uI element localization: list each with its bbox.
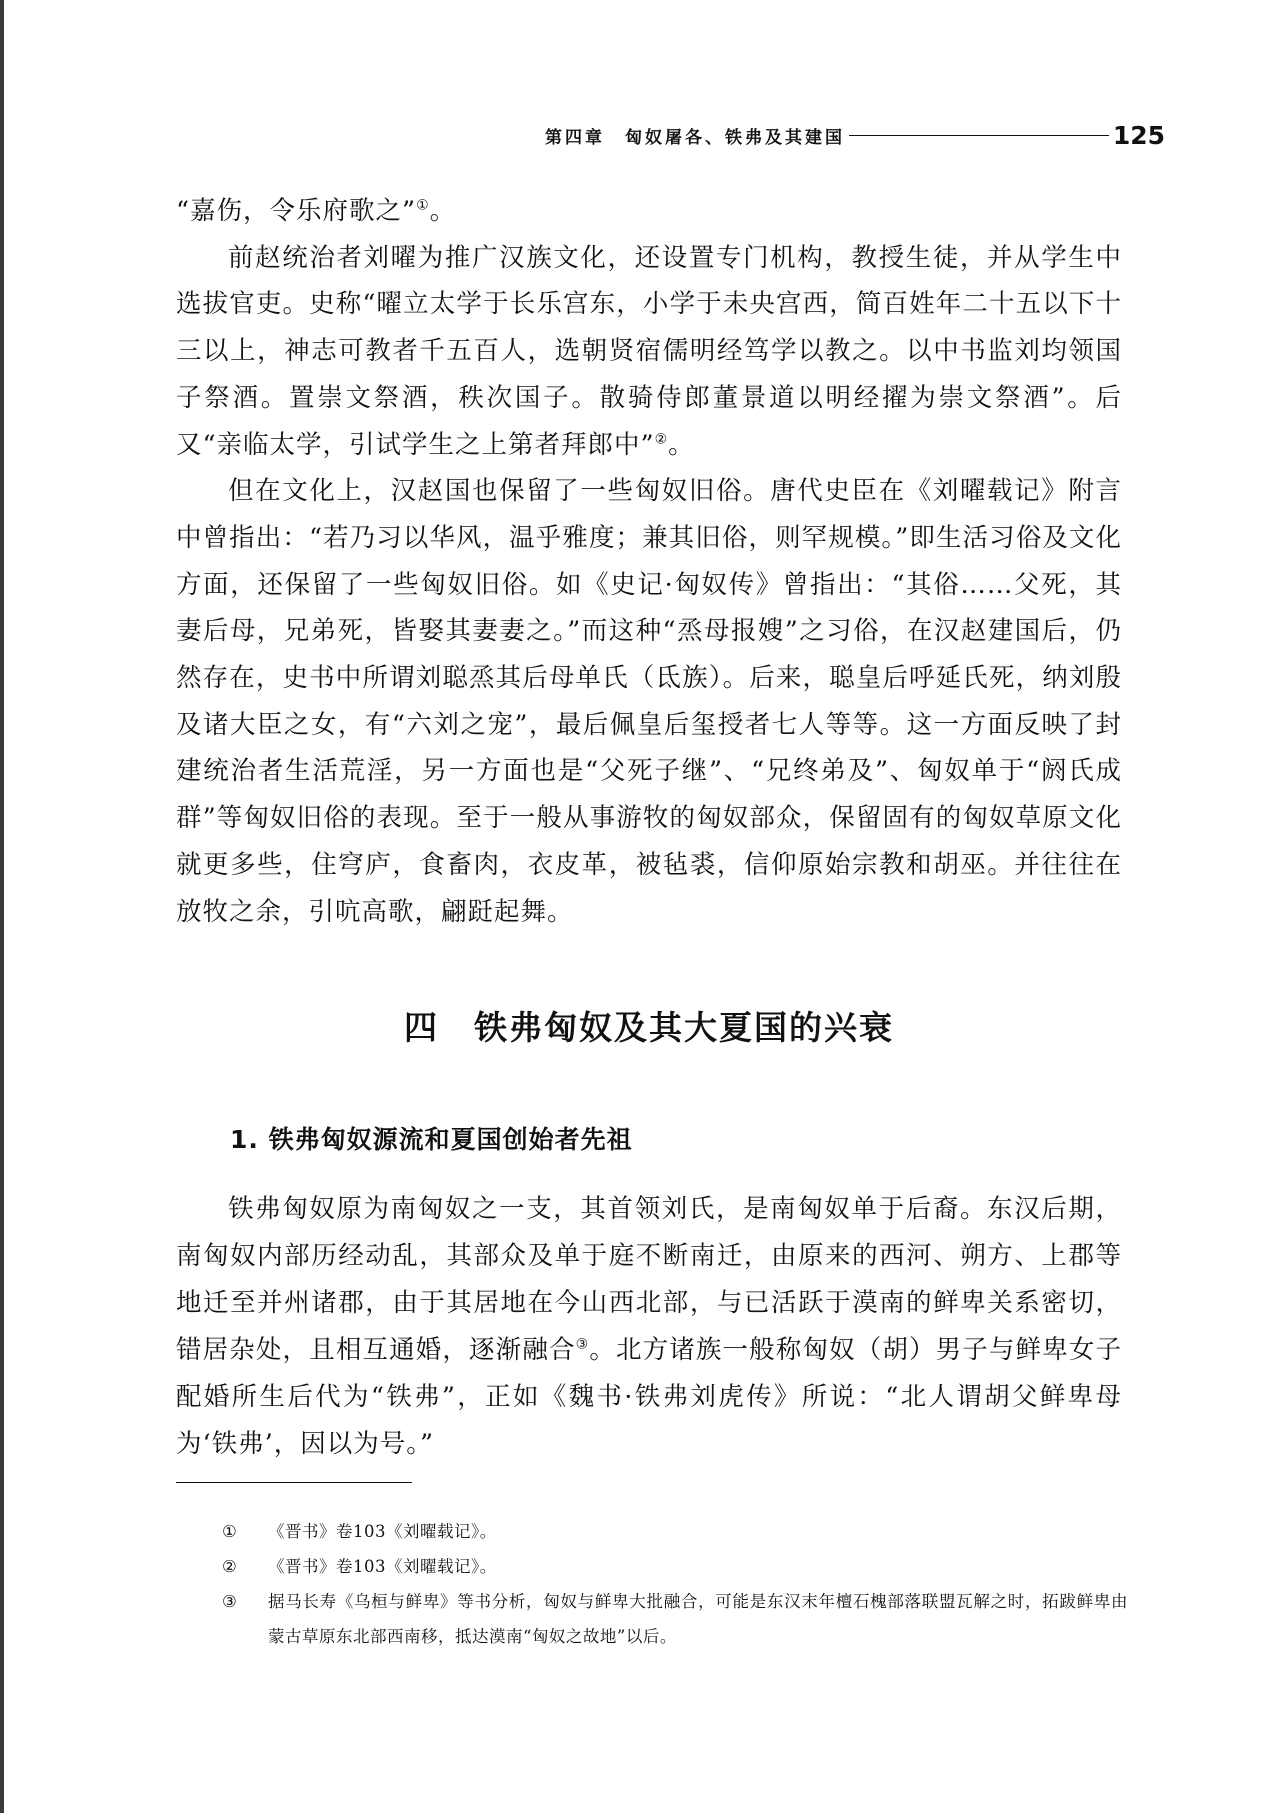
section-heading: 四 铁弗匈奴及其大夏国的兴衰 bbox=[404, 1008, 894, 1047]
footnote bbox=[222, 1514, 1128, 1549]
footnote-mark: ① bbox=[222, 1522, 237, 1541]
running-head-rule bbox=[849, 135, 1109, 136]
paragraph: “嘉伤，令乐府歌之”①。 bbox=[176, 196, 457, 226]
paragraph: 但在文化上，汉赵国也保留了一些匈奴旧俗。唐代史臣在《刘曜载记》附言中曾指出：“若乃习以华风，温乎雅度；兼其旧俗，则罕规模。”即生活习俗及文化方面，还保留了一些匈奴旧俗。如《史记·匈奴传》曾指出：“其俗……父死，其妻后母，兄弟死，皆娶其妻妻之。”而这种“烝母报嫂”之习俗，在汉赵建国后，仍然存在，史书中所谓刘聪烝其后母单氏（氐族）。后来，聪皇后呼延氏死，纳刘殷及诸大臣之女，有“六刘之宠”，最后佩皇后玺授者七人等等。这一方面反映了封建统治者生活荒淫，另一方面也是“父死子继”、“兄终弟及”、匈奴单于“阏氏成群”等匈奴旧俗的表现。至于一般从事游牧的匈奴部众，保留固有的匈奴草原文化就更多些，住穹庐，食畜肉，衣皮革，被毡裘，信仰原始宗教和胡巫。并往往在放牧之余，引吭高歌，翩跹起舞。 bbox=[176, 476, 1122, 927]
running-head bbox=[545, 120, 1165, 150]
subsection-heading: 1. 铁弗匈奴源流和夏国创始者先祖 bbox=[230, 1125, 633, 1154]
body-text bbox=[176, 1186, 1122, 1468]
footnote-ref: ② bbox=[654, 431, 669, 448]
footnotes bbox=[222, 1514, 1128, 1654]
footnote-text: 《晋书》卷103《刘曜载记》。 bbox=[268, 1522, 497, 1541]
footnote-ref: ① bbox=[416, 197, 430, 214]
page-number: 125 bbox=[1112, 120, 1165, 150]
paragraph: 前赵统治者刘曜为推广汉族文化，还设置专门机构，教授生徒，并从学生中选拔官吏。史称“曜立太学于长乐宫东，小学于未央宫西，简百姓年二十五以下十三以上，神志可教者千五百人，选朝贤宿儒明经笃学以教之。以中书监刘均领国子祭酒。置崇文祭酒，秩次国子。散骑侍郎董景道以明经擢为崇文祭酒”。后又“亲临太学，引试学生之上第者拜郎中”②。 bbox=[176, 242, 1122, 460]
chapter-title: 第四章 匈奴屠各、铁弗及其建国 bbox=[545, 127, 845, 148]
footnote bbox=[222, 1584, 1128, 1654]
footnote-divider bbox=[176, 1482, 412, 1483]
footnote-mark: ② bbox=[222, 1557, 237, 1576]
paragraph: 铁弗匈奴原为南匈奴之一支，其首领刘氏，是南匈奴单于后裔。东汉后期，南匈奴内部历经动乱，其部众及单于庭不断南迁，由原来的西河、朔方、上郡等地迁至并州诸郡，由于其居地在今山西北部，与已活跃于漠南的鲜卑关系密切，错居杂处，且相互通婚，逐渐融合③。北方诸族一般称匈奴（胡）男子与鲜卑女子配婚所生后代为“铁弗”，正如《魏书·铁弗刘虎传》所说：“北人谓胡父鲜卑母为‘铁弗’，因以为号。” bbox=[176, 1194, 1122, 1459]
body-text bbox=[176, 188, 1122, 935]
page-edge bbox=[0, 0, 4, 1813]
footnote-ref: ③ bbox=[575, 1336, 590, 1353]
footnote-text: 据马长寿《乌桓与鲜卑》等书分析，匈奴与鲜卑大批融合，可能是东汉末年檀石槐部落联盟瓦解之时，拓跋鲜卑由蒙古草原东北部西南移，抵达漠南“匈奴之故地”以后。 bbox=[268, 1592, 1128, 1646]
footnote-mark: ③ bbox=[222, 1592, 237, 1611]
footnote-text: 《晋书》卷103《刘曜载记》。 bbox=[268, 1557, 497, 1576]
footnote bbox=[222, 1549, 1128, 1584]
